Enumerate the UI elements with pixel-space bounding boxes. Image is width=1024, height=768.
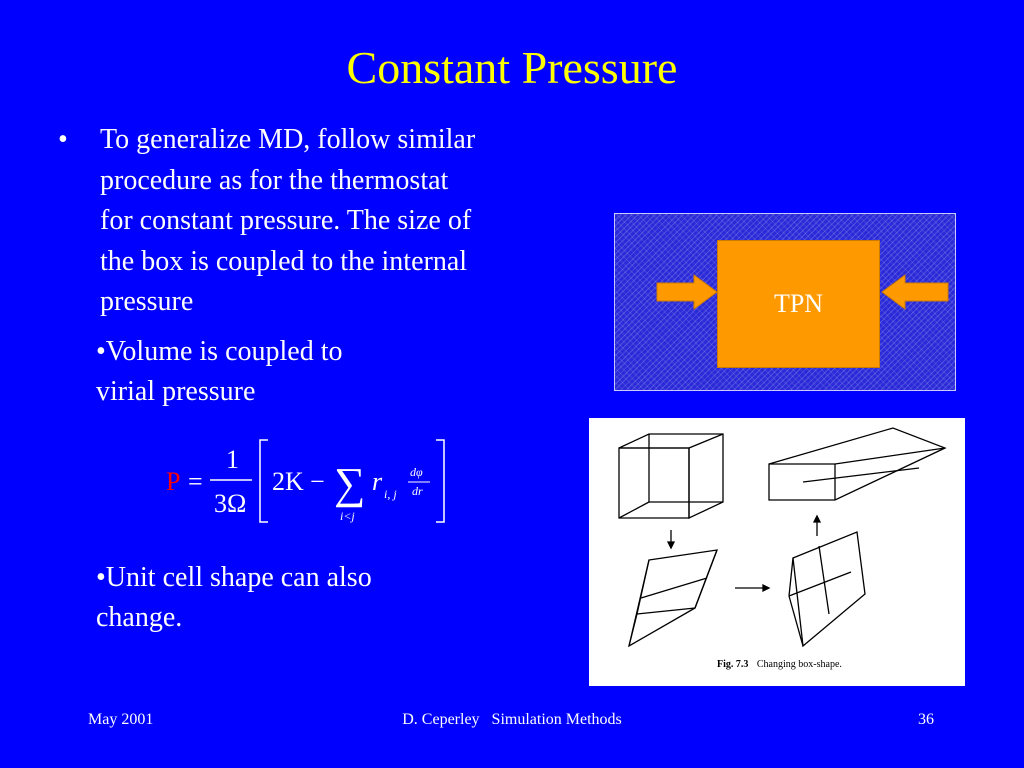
formula-2k: 2K	[272, 467, 304, 496]
virial-pressure-formula	[160, 432, 460, 532]
main-bullet-line: the box is coupled to the internal	[100, 245, 468, 277]
main-bullet-line: To generalize MD, follow similar	[100, 124, 476, 155]
formula-frac-num: 1	[226, 445, 239, 474]
formula-sum-sub: i<j	[340, 509, 355, 523]
tpn-diagram	[614, 213, 956, 391]
formula-deriv-den: dr	[412, 484, 423, 498]
formula-equals: =	[188, 467, 203, 496]
footer-author-course: D. Ceperley Simulation Methods	[402, 711, 622, 728]
figure-caption-text: Changing box-shape.	[756, 659, 842, 670]
main-bullet-line: for constant pressure. The size of	[100, 205, 472, 236]
formula-lhs: P	[166, 467, 181, 496]
figure-caption	[717, 659, 842, 670]
figure-label: Fig. 7.3	[717, 659, 749, 670]
tpn-box	[717, 240, 880, 368]
main-bullet-line: procedure as for the thermostat	[100, 164, 449, 196]
sub-bullet-line: change.	[96, 602, 183, 633]
bullet-marker: •	[58, 124, 68, 155]
sub-bullet-line: •Volume is coupled to	[96, 336, 343, 367]
formula-deriv-num: dφ	[410, 465, 423, 479]
main-bullet-line: pressure	[100, 286, 194, 317]
formula-sum: ∑	[334, 459, 366, 508]
tpn-label: TPN	[773, 289, 824, 318]
slide-title: Constant Pressure	[346, 42, 678, 93]
formula-minus: −	[310, 467, 325, 496]
right-arrow-icon	[656, 274, 718, 310]
formula-frac-den: 3Ω	[214, 489, 247, 518]
sub-bullet-line: virial pressure	[96, 376, 256, 407]
sub-bullet-line: •Unit cell shape can also	[96, 562, 372, 593]
main-bullet-text	[100, 120, 570, 323]
formula-r-sub: i, j	[384, 487, 397, 501]
sub-bullet-volume	[96, 332, 343, 412]
box-shape-figure	[589, 418, 965, 686]
sub-bullet-cell-shape	[96, 558, 372, 638]
footer-date: May 2001	[88, 711, 154, 728]
footer-page-number: 36	[918, 711, 934, 728]
formula-r: r	[372, 467, 383, 496]
left-arrow-icon	[881, 274, 949, 310]
box-shape-drawing	[589, 418, 965, 658]
